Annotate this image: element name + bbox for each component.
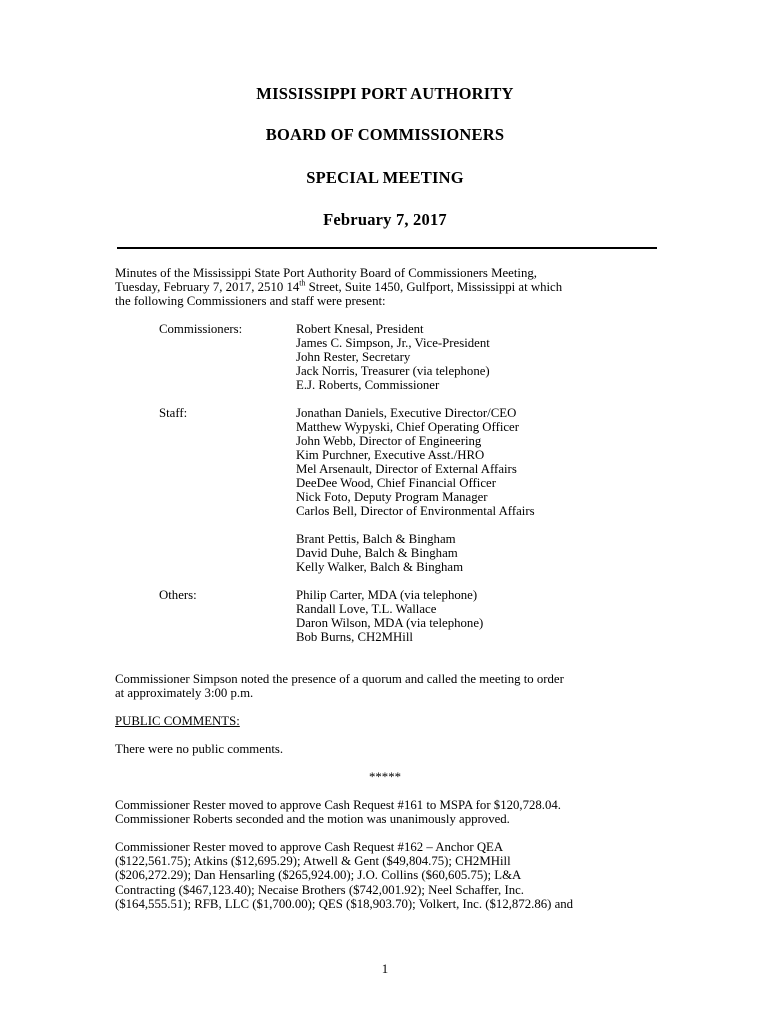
staff-list	[296, 406, 535, 518]
motion-2-line: Commissioner Rester moved to approve Cash Request #162 – Anchor QEA	[115, 840, 504, 854]
motion-2-line: ($206,272.29); Dan Hensarling ($265,924.00); J.O. Collins ($60,605.75); L&A	[115, 868, 522, 883]
counsel-name: Brant Pettis, Balch & Bingham	[296, 532, 456, 546]
commissioner-name: E.J. Roberts, Commissioner	[296, 378, 440, 392]
commissioner-name: Robert Knesal, President	[296, 322, 424, 336]
staff-name: Mel Arsenault, Director of External Affairs	[296, 462, 517, 476]
meeting-type-title: SPECIAL MEETING	[306, 168, 464, 187]
motion-1-paragraph	[115, 798, 675, 826]
other-attendee-name: Randall Love, T.L. Wallace	[296, 602, 437, 616]
commissioners-list	[296, 322, 490, 392]
staff-name: John Webb, Director of Engineering	[296, 434, 482, 448]
motion-2-paragraph	[115, 840, 675, 911]
quorum-paragraph	[115, 672, 675, 700]
counsel-list	[296, 532, 463, 574]
board-title: BOARD OF COMMISSIONERS	[265, 125, 505, 144]
quorum-line-2: at approximately 3:00 p.m.	[115, 686, 254, 701]
commissioner-name: John Rester, Secretary	[296, 350, 411, 364]
commissioner-name: Jack Norris, Treasurer (via telephone)	[296, 364, 490, 378]
intro-line-1: Minutes of the Mississippi State Port Authority Board of Commissioners Meeting,	[115, 266, 537, 280]
motion-1-line-2: Commissioner Roberts seconded and the motion was unanimously approved.	[115, 812, 510, 827]
ordinal-suffix: th	[299, 278, 306, 288]
staff-name: Kim Purchner, Executive Asst./HRO	[296, 448, 485, 462]
meeting-date: February 7, 2017	[323, 210, 447, 229]
motion-1-line-1: Commissioner Rester moved to approve Cash Request #161 to MSPA for $120,728.04.	[115, 798, 561, 812]
quorum-line-1: Commissioner Simpson noted the presence of a quorum and called the meeting to order	[115, 672, 564, 686]
staff-label: Staff:	[159, 406, 188, 420]
public-comments-text: There were no public comments.	[115, 742, 284, 756]
other-attendee-name: Bob Burns, CH2MHill	[296, 630, 413, 644]
header-rule	[117, 247, 657, 249]
other-attendee-name: Daron Wilson, MDA (via telephone)	[296, 616, 484, 630]
staff-name: Carlos Bell, Director of Environmental Affairs	[296, 504, 535, 518]
section-separator: *****	[369, 770, 401, 784]
other-attendee-name: Philip Carter, MDA (via telephone)	[296, 588, 478, 602]
staff-name: Jonathan Daniels, Executive Director/CEO	[296, 406, 517, 420]
motion-2-line: ($164,555.51); RFB, LLC ($1,700.00); QES ($18,903.70); Volkert, Inc. ($12,872.86) and	[115, 896, 574, 911]
counsel-name: Kelly Walker, Balch & Bingham	[296, 560, 464, 574]
others-list	[296, 588, 483, 644]
staff-name: Nick Foto, Deputy Program Manager	[296, 490, 488, 504]
others-label: Others:	[159, 588, 197, 602]
commissioners-label: Commissioners:	[159, 322, 243, 336]
motion-2-line: ($122,561.75); Atkins ($12,695.29); Atwell & Gent ($49,804.75); CH2MHill	[115, 854, 511, 869]
intro-paragraph	[115, 266, 675, 309]
motion-2-line: Contracting ($467,123.40); Necaise Brothers ($742,001.92); Neel Schaffer, Inc.	[115, 882, 524, 897]
intro-line-2	[115, 280, 675, 294]
intro-line-2-start: Tuesday, February 7, 2017, 2510 14	[115, 280, 300, 295]
staff-name: Matthew Wypyski, Chief Operating Officer	[296, 420, 520, 434]
intro-line-2-end: Street, Suite 1450, Gulfport, Mississippi at which	[305, 280, 563, 295]
staff-name: DeeDee Wood, Chief Financial Officer	[296, 476, 496, 490]
public-comments-heading: PUBLIC COMMENTS:	[115, 714, 240, 728]
commissioner-name: James C. Simpson, Jr., Vice-President	[296, 336, 490, 350]
page-number: 1	[381, 962, 389, 976]
counsel-name: David Duhe, Balch & Bingham	[296, 546, 458, 560]
intro-line-3: the following Commissioners and staff were present:	[115, 294, 386, 309]
org-title: MISSISSIPPI PORT AUTHORITY	[256, 84, 514, 103]
